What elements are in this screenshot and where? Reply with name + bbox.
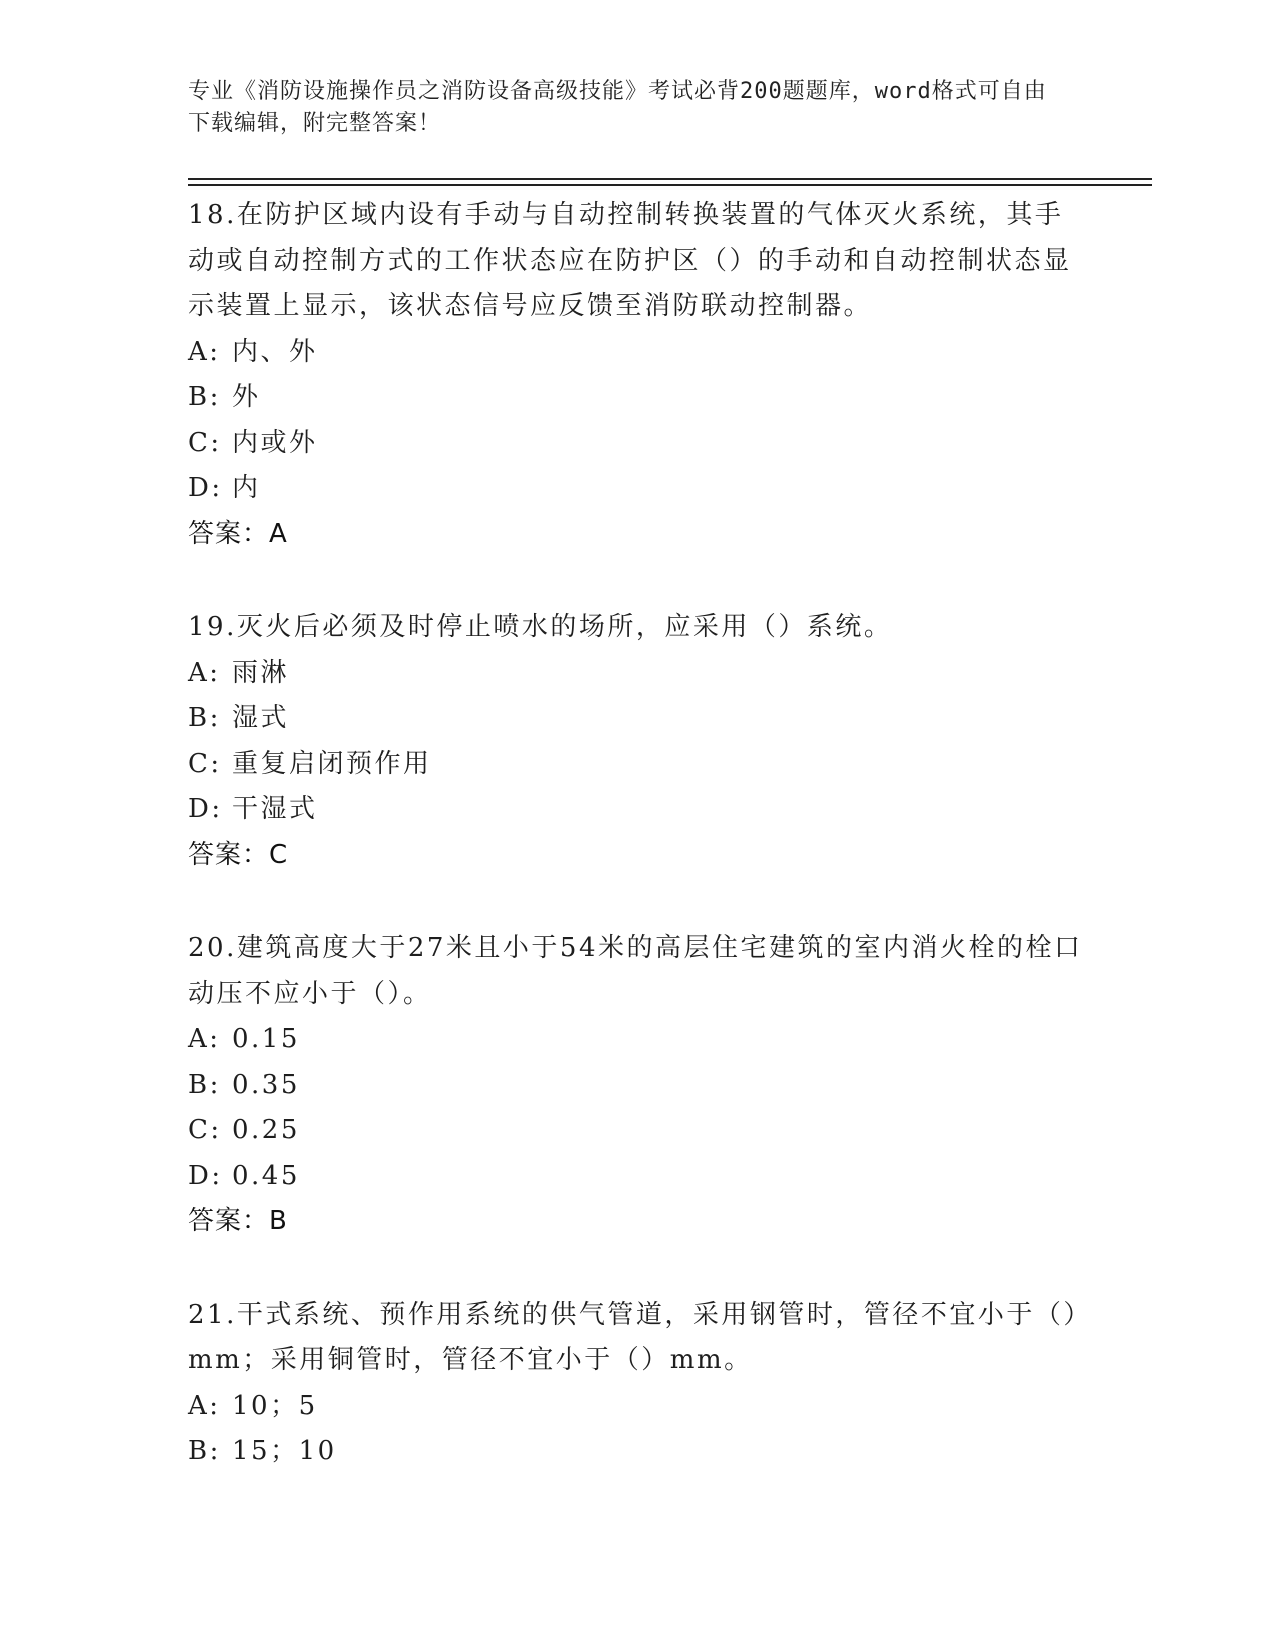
option-b bbox=[188, 1429, 1088, 1475]
option-a bbox=[188, 651, 1088, 697]
option-b bbox=[188, 1063, 1088, 1109]
header-divider-top bbox=[188, 178, 1152, 180]
option-letter: A: bbox=[188, 1024, 221, 1054]
option-text: 内或外 bbox=[232, 427, 318, 458]
option-letter: A: bbox=[188, 336, 221, 367]
option-text: 雨淋 bbox=[232, 657, 290, 688]
option-text: 内、外 bbox=[232, 336, 318, 367]
option-letter: A: bbox=[188, 1390, 221, 1421]
option-letter: C: bbox=[188, 748, 222, 779]
question-20 bbox=[188, 926, 1088, 1245]
option-a bbox=[188, 1017, 1088, 1063]
option-text: 0.45 bbox=[232, 1160, 300, 1191]
header-divider-bottom bbox=[188, 184, 1152, 186]
option-letter: B: bbox=[188, 703, 221, 733]
question-list bbox=[188, 188, 1088, 1475]
option-letter: B: bbox=[188, 382, 221, 412]
question-spacer bbox=[188, 878, 1088, 921]
question-19 bbox=[188, 605, 1088, 878]
option-a bbox=[188, 1384, 1088, 1430]
option-letter: C: bbox=[188, 427, 222, 458]
document-header: 专业《消防设施操作员之消防设备高级技能》考试必背200题题库，word格式可自由下载编辑，附完整答案！ bbox=[188, 79, 1047, 136]
question-text: 20.建筑高度大于27米且小于54米的高层住宅建筑的室内消火栓的栓口动压不应小于（）。 bbox=[188, 933, 1083, 1009]
option-c bbox=[188, 421, 1088, 467]
option-text: 外 bbox=[232, 382, 261, 412]
question-spacer bbox=[188, 557, 1088, 600]
option-text: 湿式 bbox=[232, 703, 290, 733]
option-text: 0.15 bbox=[232, 1024, 300, 1054]
option-text: 干湿式 bbox=[232, 794, 318, 824]
option-text: 重复启闭预作用 bbox=[232, 748, 432, 779]
question-text: 18.在防护区域内设有手动与自动控制转换装置的气体灭火系统，其手动或自动控制方式的工作状态应在防护区（）的手动和自动控制状态显示装置上显示，该状态信号应反馈至消防联动控制器。 bbox=[188, 200, 1072, 321]
question-text: 21.干式系统、预作用系统的供气管道，采用钢管时，管径不宜小于（）mm；采用铜管时，管径不宜小于（）mm。 bbox=[188, 1299, 1079, 1375]
option-text: 0.25 bbox=[232, 1115, 300, 1145]
answer-line: 答案：B bbox=[188, 1206, 288, 1236]
option-d bbox=[188, 1154, 1088, 1200]
option-text: 0.35 bbox=[232, 1069, 300, 1100]
question-21 bbox=[188, 1293, 1088, 1475]
question-18 bbox=[188, 193, 1088, 557]
option-b bbox=[188, 375, 1088, 421]
option-d bbox=[188, 787, 1088, 833]
option-letter: D: bbox=[188, 473, 223, 503]
question-text: 19.灭火后必须及时停止喷水的场所，应采用（）系统。 bbox=[188, 612, 893, 642]
option-c bbox=[188, 1108, 1088, 1154]
option-a bbox=[188, 330, 1088, 376]
option-text: 10；5 bbox=[232, 1390, 318, 1421]
option-b bbox=[188, 696, 1088, 742]
option-letter: D: bbox=[188, 794, 223, 824]
option-letter: B: bbox=[188, 1069, 221, 1100]
answer-line: 答案：A bbox=[188, 518, 288, 549]
option-c bbox=[188, 742, 1088, 788]
option-letter: A: bbox=[188, 657, 221, 688]
option-letter: D: bbox=[188, 1160, 223, 1191]
option-letter: C: bbox=[188, 1115, 222, 1145]
option-letter: B: bbox=[188, 1436, 221, 1466]
question-spacer bbox=[188, 1245, 1088, 1288]
option-text: 15；10 bbox=[232, 1436, 337, 1466]
answer-line: 答案：C bbox=[188, 839, 289, 870]
option-text: 内 bbox=[232, 473, 261, 503]
option-d bbox=[188, 466, 1088, 512]
